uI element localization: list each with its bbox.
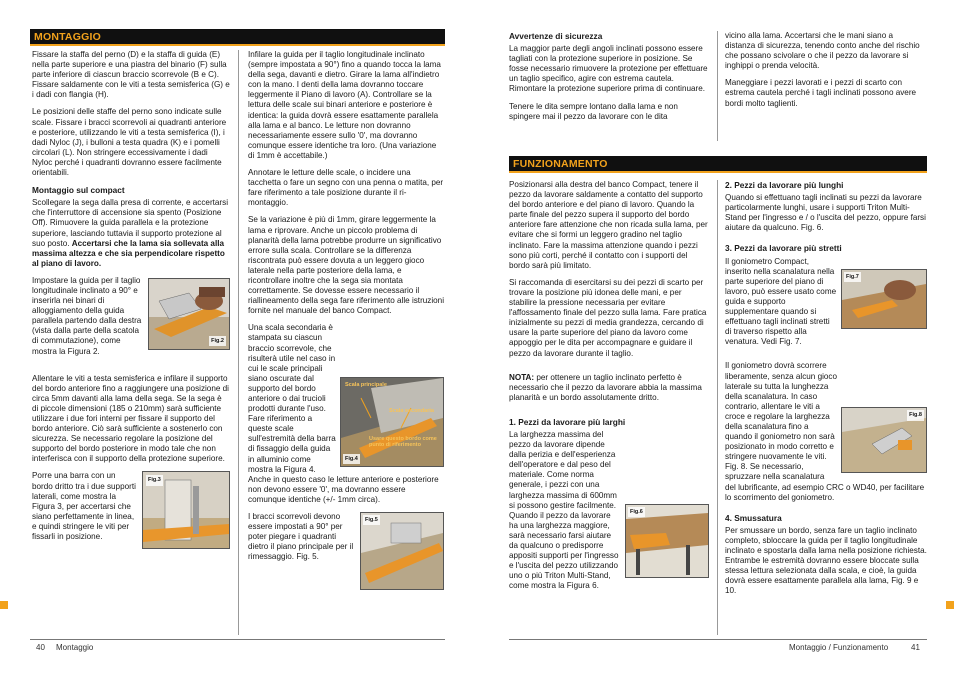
section-heading: 1. Pezzi da lavorare più larghi — [509, 416, 626, 427]
figure-4-annotation-secondary-scale: Scala secondaria — [389, 408, 434, 415]
right-column-2 — [725, 180, 927, 603]
paragraph: Posizionarsi alla destra del banco Compact, tenere il pezzo da lavorare saldamente a contatto del supporto del bordo anteriore e del piano di lavoro. Quando la parte finale del pezzo supera il supporto del bordo anteriore fare attenzione che non ricada sulla lama, per evitare che si formi un leggero gradino nel taglio inclinato. Fare la massima attenzione quando i pezzi sono più corti, perché il contatto con i supporti del bordo sarà più limitato. — [509, 180, 708, 270]
paragraph: Una scala secondaria è stampata su ciascun braccio scorrevole, che risulterà utile nel caso in cui le scale principali siano oscurate dal supporto del bordo anteriore o dai trucioli prodotti durante l'uso. Fare riferimento a queste scale sull'estremità della barra di fissaggio della guida in alluminio come mostra la Figura 4. Anche in questo caso le letture anteriore e posteriore non devono essere '0', ma dovranno essere comunque identiche (+/- 1mm circa). — [248, 323, 439, 504]
right-top-column-2 — [725, 31, 925, 116]
figure-5-label: Fig.5 — [363, 515, 380, 525]
figure-2 — [148, 278, 230, 350]
section-heading: Montaggio sul compact — [32, 185, 125, 196]
paragraph: La maggior parte degli angoli inclinati possono essere tagliati con la protezione superiore in posizione. Se fosse necessario rimuovere la protezione per effettuare un taglio specifico, agire con estrema cautela. Rimontare la protezione superiore prima di continuare. — [509, 44, 708, 94]
paragraph: La larghezza massima del pezzo da lavorare dipende dalla perizia e dell'esperienza dell'operatore e dal peso del materiale. Come norma generale, i pezzi con una larghezza massima di 600mm si possono gestire facilmente. Quando il pezzo da lavorare ha una larghezza maggiore, sarà necessario farsi aiutare da qualcuno o predisporre appositi supporti per l'ingresso e l'uscita del pezzo utilizzando uno o più Triton Multi-Stand, come mostra la Figura 6. — [509, 429, 619, 591]
paragraph — [509, 373, 709, 403]
paragraph: vicino alla lama. Accertarsi che le mani siano a distanza di sicurezza, tenendo conto anche del rischio che possano scivolare o che il pezzo da lavorare si inghippi o prenda velocità. — [725, 31, 920, 71]
column-divider — [717, 31, 718, 141]
page-number: 41 — [911, 643, 920, 652]
right-page — [477, 0, 954, 675]
figure-4-label: Fig.4 — [343, 454, 360, 464]
montaggio-header: MONTAGGIO — [30, 29, 445, 46]
paragraph: Il goniometro dovrà scorrere liberamente, senza alcun gioco laterale su tutta la lunghezza della scanalatura. In caso contrario, allentare le viti a croce e regolare la larghezza della scanalatura fino a quando il goniometro non sarà posizionato in modo corretto e stringere nuovamente le viti. Fig. 8. Se necessario, spruzzare nella scanalatura del lubrificante, ad esempio CRC o WD40, per facilitare lo scorrimento del goniometro. — [725, 361, 925, 502]
figure-4 — [340, 377, 444, 467]
figure-4-photo — [341, 378, 443, 466]
note-text: per ottenere un taglio inclinato perfetto è necessario che il pezzo da lavorare abbia la massima planarità e un bordo assolutamente dritto. — [509, 372, 702, 402]
paragraph: I bracci scorrevoli devono essere impostati a 90° per poter piegare i quadranti dietro il piano principale per il rimessaggio. Fig. 5. — [248, 512, 354, 562]
column-divider — [238, 50, 239, 635]
paragraph: Per smussare un bordo, senza fare un taglio inclinato completo, sbloccare la guida per il taglio longitudinale inclinato e spostarla dalla lama nella posizione richiesta. Entrambe le estremità dovranno essere bloccate sulla stessa lettura selezionata dalla scala, e cioè, la guida dovrà essere esattamente parallela alla lama, Fig. 9 e 10. — [725, 525, 927, 596]
left-column-1 — [32, 50, 230, 551]
right-column-1 — [509, 180, 709, 598]
column-divider — [717, 180, 718, 635]
figure-4-annotation-main-scale: Scala principale — [345, 382, 387, 389]
figure-5 — [360, 512, 444, 590]
paragraph: Il goniometro Compact, inserito nella scanalatura nella parte superiore del piano di lavoro, può essere usato come guida e supporto supplementare quando si effettuano tagli inclinati stretti di traverso rispetto alla venatura. Vedi Fig. 7. — [725, 256, 837, 347]
section-heading: 3. Pezzi da lavorare più stretti — [725, 243, 842, 254]
paragraph: Infilare la guida per il taglio longitudinale inclinato (sempre impostata a 90°) fino a quando tocca la lama della sega, davanti e dietro. Girare la lama all'indietro con la mano. I denti della lama dovranno toccare leggermente il Piano di lavoro (A). Controllare se la lettura delle scale sui binari anteriore e posteriore è identica: la guida dovrà essere esattamente parallela alla lama e al banco. Le letture non dovranno necessariamente essere sullo '0', ma dovranno comunque essere identiche tra loro. (Una variazione di 1mm è accettabile.) — [248, 50, 441, 160]
figure-6-label: Fig.6 — [628, 507, 645, 517]
edge-tab-marker — [946, 601, 954, 609]
figure-3-label: Fig.3 — [146, 475, 163, 485]
paragraph: Tenere le dita sempre lontano dalla lama e non spingere mai il pezzo da lavorare con le dita — [509, 101, 678, 121]
figure-7-label: Fig.7 — [844, 272, 861, 282]
footer-section-title: Montaggio — [56, 643, 94, 652]
figure-7 — [841, 269, 927, 329]
funzionamento-header: FUNZIONAMENTO — [509, 156, 927, 173]
paragraph: Se la variazione è più di 1mm, girare leggermente la lama e riprovare. Anche un piccolo problema di planarità della lama potrebbe produrre un significativo errore sulla scala. Controllare se la differenza riscontrata può essere dovuta a un leggero gioco laterale nella parte posteriore della lama, e ricontrollare inoltre che la sega sia montata correttamente. Se dovesse essere necessario il riallineamento della sega fare riferimento alle istruzioni fornite nel manuale del banco Compact. — [248, 215, 444, 316]
paragraph: Quando si effettuano tagli inclinati su pezzi da lavorare particolarmente lunghi, usare i supporti Triton Multi-Stand per l'ingresso e / o l'uscita del pezzo, oppure farsi aiutare da qualcuno. Fig. 6. — [725, 193, 926, 233]
section-heading: 2. Pezzi da lavorare più lunghi — [725, 180, 844, 190]
figure-6 — [625, 504, 709, 578]
note-label: NOTA: — [509, 372, 535, 382]
paragraph: Maneggiare i pezzi lavorati e i pezzi di scarto con estrema cautela perché i tagli inclinati possono avere bordi molto taglienti. — [725, 78, 917, 108]
bold-text: Accertarsi che la lama sia sollevata alla massima altezza e che sia perpendicolare rispetto al piano di lavoro. — [32, 238, 225, 268]
paragraph: Le posizioni delle staffe del perno sono indicate sulle scale. Fissare i bracci scorrevoli ai quadranti anteriore e posteriore, utilizzando le viti a testa semisferica (I), i dadi Nyloc (J), i bulloni a testa quadra (K) e i pomelli circolari (L). Non stringere eccessivamente i dadi Nyloc perché i quadranti dovranno essere facilmente orientabili. — [32, 107, 227, 178]
paragraph: Porre una barra con un bordo dritto tra i due supporti laterali, come mostra la Figura 3, per accertarsi che siano perfettamente in linea, e quindi stringere le viti per fissarli in posizione. — [32, 471, 136, 542]
figure-4-annotation-reference-edge: Usare questo bordo come punto di riferimento — [369, 436, 437, 449]
paragraph: Annotare le letture delle scale, o incidere una tacchetta o fare un segno con una penna o matita, per fare riferimento a tale posizione durante il ri-montaggio. — [248, 168, 444, 208]
footer-rule — [30, 639, 445, 640]
paragraph: Allentare le viti a testa semisferica e infilare il supporto del bordo anteriore fino a raggiungere una posizione di circa 5mm davanti alla lama della sega. Se la sega è di piccole dimensioni (185 o 210mm) sarà sufficiente utilizzare i due fori interni per fissare il supporto del bordo anteriore. Ciò sarà sufficiente a sostenerlo con sicurezza. Se necessario regolare la posizione del supporto del bordo posteriore in modo tale che non interferisca con il supporto della protezione superiore. — [32, 373, 229, 464]
section-heading: 4. Smussatura — [725, 512, 782, 523]
right-top-column-1 — [509, 31, 709, 129]
figure-2-label: Fig.2 — [209, 336, 226, 346]
footer-section-title: Montaggio / Funzionamento — [789, 643, 889, 652]
paragraph: Fissare la staffa del perno (D) e la staffa di guida (E) nella parte superiore e una piastra del binario (F) sulla parte inferiore di ciascun braccio scorrevole (B e C). Fissare saldamente con le viti a testa semisferica (G) e i dadi con flangia (H). — [32, 50, 230, 100]
paragraph: Impostare la guida per il taglio longitudinale inclinato a 90° e inserirla nei binari di alloggiamento della guida parallela partendo dalla destra (vista dalla parte della scatola di commutazione), come mostra la Figura 2. — [32, 275, 142, 356]
footer-rule — [509, 639, 927, 640]
edge-tab-marker — [0, 601, 8, 609]
figure-8 — [841, 407, 927, 473]
figure-3 — [142, 471, 230, 549]
paragraph — [32, 198, 230, 269]
page-number: 40 — [36, 643, 45, 652]
section-heading: Avvertenze di sicurezza — [509, 31, 603, 41]
figure-8-label: Fig.8 — [907, 410, 924, 420]
left-column-2 — [248, 50, 444, 592]
paragraph: Si raccomanda di esercitarsi su dei pezzi di scarto per trovare la posizione più idonea delle mani, e per stabilire la pressione necessaria per evitare l'affossamento finale del pezzo sulla lama. Fare pratica inizialmente su pezzi di media grandezza, cercando di usare la parte superiore del piano da lavoro come appoggio per le dita per accompagnare e guidare il pezzo da lavorare durante il taglio. — [509, 277, 707, 358]
paragraph-text: Scollegare la sega dalla presa di corrente, e accertarsi che l'interruttore di accensione sia spento (Posizione Off). Rimuovere la guida parallela e la protezione superiore, lasciando tuttavia il supporto protezione al suo posto. — [32, 198, 229, 248]
